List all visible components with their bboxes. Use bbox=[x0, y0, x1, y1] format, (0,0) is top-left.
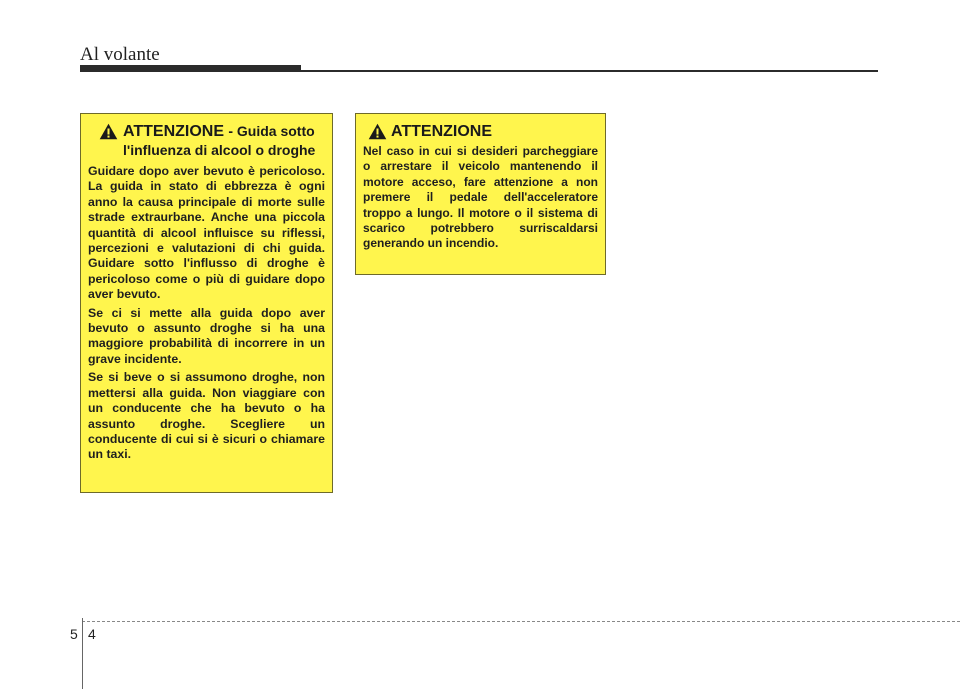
warning-triangle-icon bbox=[99, 123, 118, 140]
warning-body bbox=[363, 144, 598, 252]
warning-paragraph: Se ci si mette alla guida dopo aver bevuto o assunto droghe si ha una maggiore probabilità di incorrere in un grave incidente. bbox=[88, 305, 325, 366]
chapter-number: 5 bbox=[70, 626, 78, 642]
footer-rule bbox=[82, 621, 960, 622]
warning-title-sub: - Guida sotto l'influenza di alcool o droghe bbox=[123, 123, 316, 158]
warning-box-alcohol-drugs bbox=[80, 113, 333, 493]
warning-body bbox=[88, 164, 325, 463]
header-rule-thin bbox=[301, 70, 878, 72]
warning-paragraph: Nel caso in cui si desideri parcheggiare o arrestare il veicolo mantenendo il motore acceso, fare attenzione a non premere il pedale dell'acceleratore troppo a lungo. Il motore o il sistema di scarico potrebbero surriscaldarsi generando un incendio. bbox=[363, 144, 598, 251]
page-header-title: Al volante bbox=[80, 44, 160, 65]
footer-divider bbox=[82, 618, 83, 689]
warning-paragraph: Guidare dopo aver bevuto è pericoloso. La guida in stato di ebbrezza è ogni anno la causa principale di morte sulle strade extraurbane. Anche una piccola quantità di alcool influisce su riflessi, percezioni e valutazioni di chi guida. Guidare sotto l'influsso di droghe è pericoloso come o più di guidare dopo aver bevuto. bbox=[88, 164, 325, 302]
warning-title bbox=[123, 122, 325, 160]
warning-box-engine-idle bbox=[355, 113, 606, 275]
warning-title bbox=[391, 122, 598, 141]
warning-header bbox=[88, 122, 325, 160]
warning-header bbox=[363, 122, 598, 141]
page-number: 4 bbox=[88, 626, 96, 642]
warning-paragraph: Se si beve o si assumono droghe, non mettersi alla guida. Non viaggiare con un conducente che ha bevuto o ha assunto droghe. Scegliere un conducente di cui si è sicuri o chiamare un taxi. bbox=[88, 370, 325, 462]
header-rule-thick bbox=[80, 65, 301, 72]
warning-title-main: ATTENZIONE bbox=[123, 123, 225, 140]
warning-title-main: ATTENZIONE bbox=[391, 123, 493, 140]
warning-triangle-icon bbox=[368, 123, 387, 140]
